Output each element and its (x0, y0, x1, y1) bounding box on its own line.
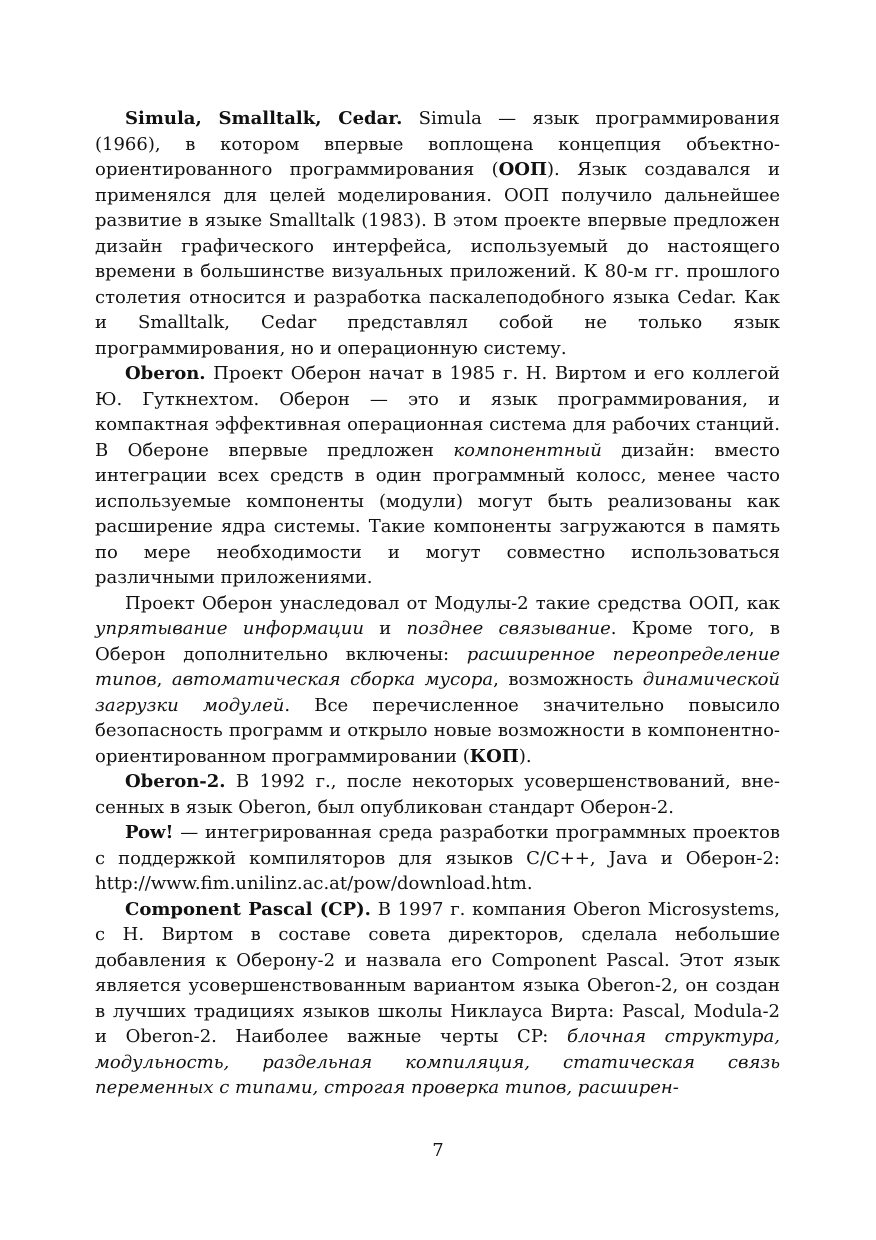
text-run: , возможность (493, 669, 643, 690)
paragraph-component-pascal (95, 897, 780, 1101)
italic-term: динамической загрузки модулей (95, 669, 780, 716)
bold-term: КОП (469, 745, 519, 767)
italic-term: упрятывание информации (95, 618, 365, 639)
body-text (95, 106, 780, 1101)
text-run: , (156, 669, 172, 690)
paragraph-oberon (95, 361, 780, 591)
text-run: ). Язык создавался и применялся для целей моделирования. ООП получило дальнейшее развитие в языке Smalltalk (1983). В этом проекте впервые предложен дизайн графического интерфейса, используемый до настоящего времени в большинстве визуальных приложений. К 80-м гг. прошлого столетия относится и разработка паскалеподобного языка Cedar. Как и Smalltalk, Cedar представлял собой не только язык программирования, но и операционную систему. (95, 159, 780, 359)
italic-term: компонентный (453, 439, 602, 461)
text-run: В 1992 г., после некоторых усовершенствований, внесенных в язык Oberon, был опубликован стандарт Оберон-2. (95, 771, 780, 818)
text-run: Проект Оберон унаследовал от Модулы-2 такие средства ООП, как (125, 592, 780, 614)
bold-term: Pow! (125, 822, 174, 843)
italic-term: расширенное переопределение типов (95, 643, 780, 690)
bold-term: Simula, Smalltalk, Cedar. (125, 108, 403, 129)
text-run: — интегрированная среда разработки программных проектов с поддержкой компиляторов для языков C/C++, Java и Оберон-2: http://www.fim.unilinz.ac.at/pow/download.htm. (95, 822, 780, 894)
italic-term: позднее связывание (406, 618, 611, 639)
text-run: ). (518, 745, 532, 767)
bold-term: Component Pascal (CP). (125, 898, 371, 920)
text-run: . Все перечисленное значительно повысило безопасность программ и открыло новые возможности в компонентно-ориентированном программировании ( (95, 694, 780, 767)
paragraph-oberon-oop (95, 591, 780, 770)
bold-term: Oberon. (125, 363, 206, 384)
italic-term: автоматическая сборка мусора (171, 669, 494, 690)
paragraph-oberon2 (95, 769, 780, 820)
text-run: Simula — язык программирования (1966), в котором впервые воплощена концепция объектно-ориентированного программирования ( (95, 108, 780, 180)
text-run: и (364, 618, 407, 639)
text-run: дизайн: вместо интеграции всех средств в один программный колосс, менее часто используемые компоненты (модули) могут быть реализованы как расширение ядра системы. Такие компоненты загружаются в память по мере необходимости и могут совместно использоваться различными приложениями. (95, 439, 781, 588)
bold-term: ООП (498, 159, 547, 180)
italic-term: блочная структура, модульность, раздельная компиляция, статическая связь переменных с типами, строгая проверка типов, расширен- (95, 1026, 780, 1098)
text-run: В 1997 г. компания Oberon Microsystems, с Н. Виртом в составе совета директоров, сделала небольшие добавления к Оберону-2 и назвала его Component Pascal. Этот язык является усовершенствованным вариантом языка Oberon-2, он создан в лучших традициях языков школы Никлауса Вирта: Pascal, Modula-2 и Oberon-2. Наиболее важные черты CP: (95, 898, 780, 1047)
paragraph-simula (95, 106, 780, 361)
bold-term: Oberon-2. (125, 771, 226, 792)
text-run: Проект Оберон начат в 1985 г. Н. Виртом и его коллегой Ю. Гуткнехтом. Оберон — это и язык программирования, и компактная эффективная операционная система для рабочих станций. В Обероне впервые предложен (95, 363, 780, 461)
paragraph-pow (95, 820, 780, 897)
page-number: 7 (432, 1140, 444, 1161)
text-run: . Кроме того, в Оберон дополнительно включены: (95, 618, 780, 665)
